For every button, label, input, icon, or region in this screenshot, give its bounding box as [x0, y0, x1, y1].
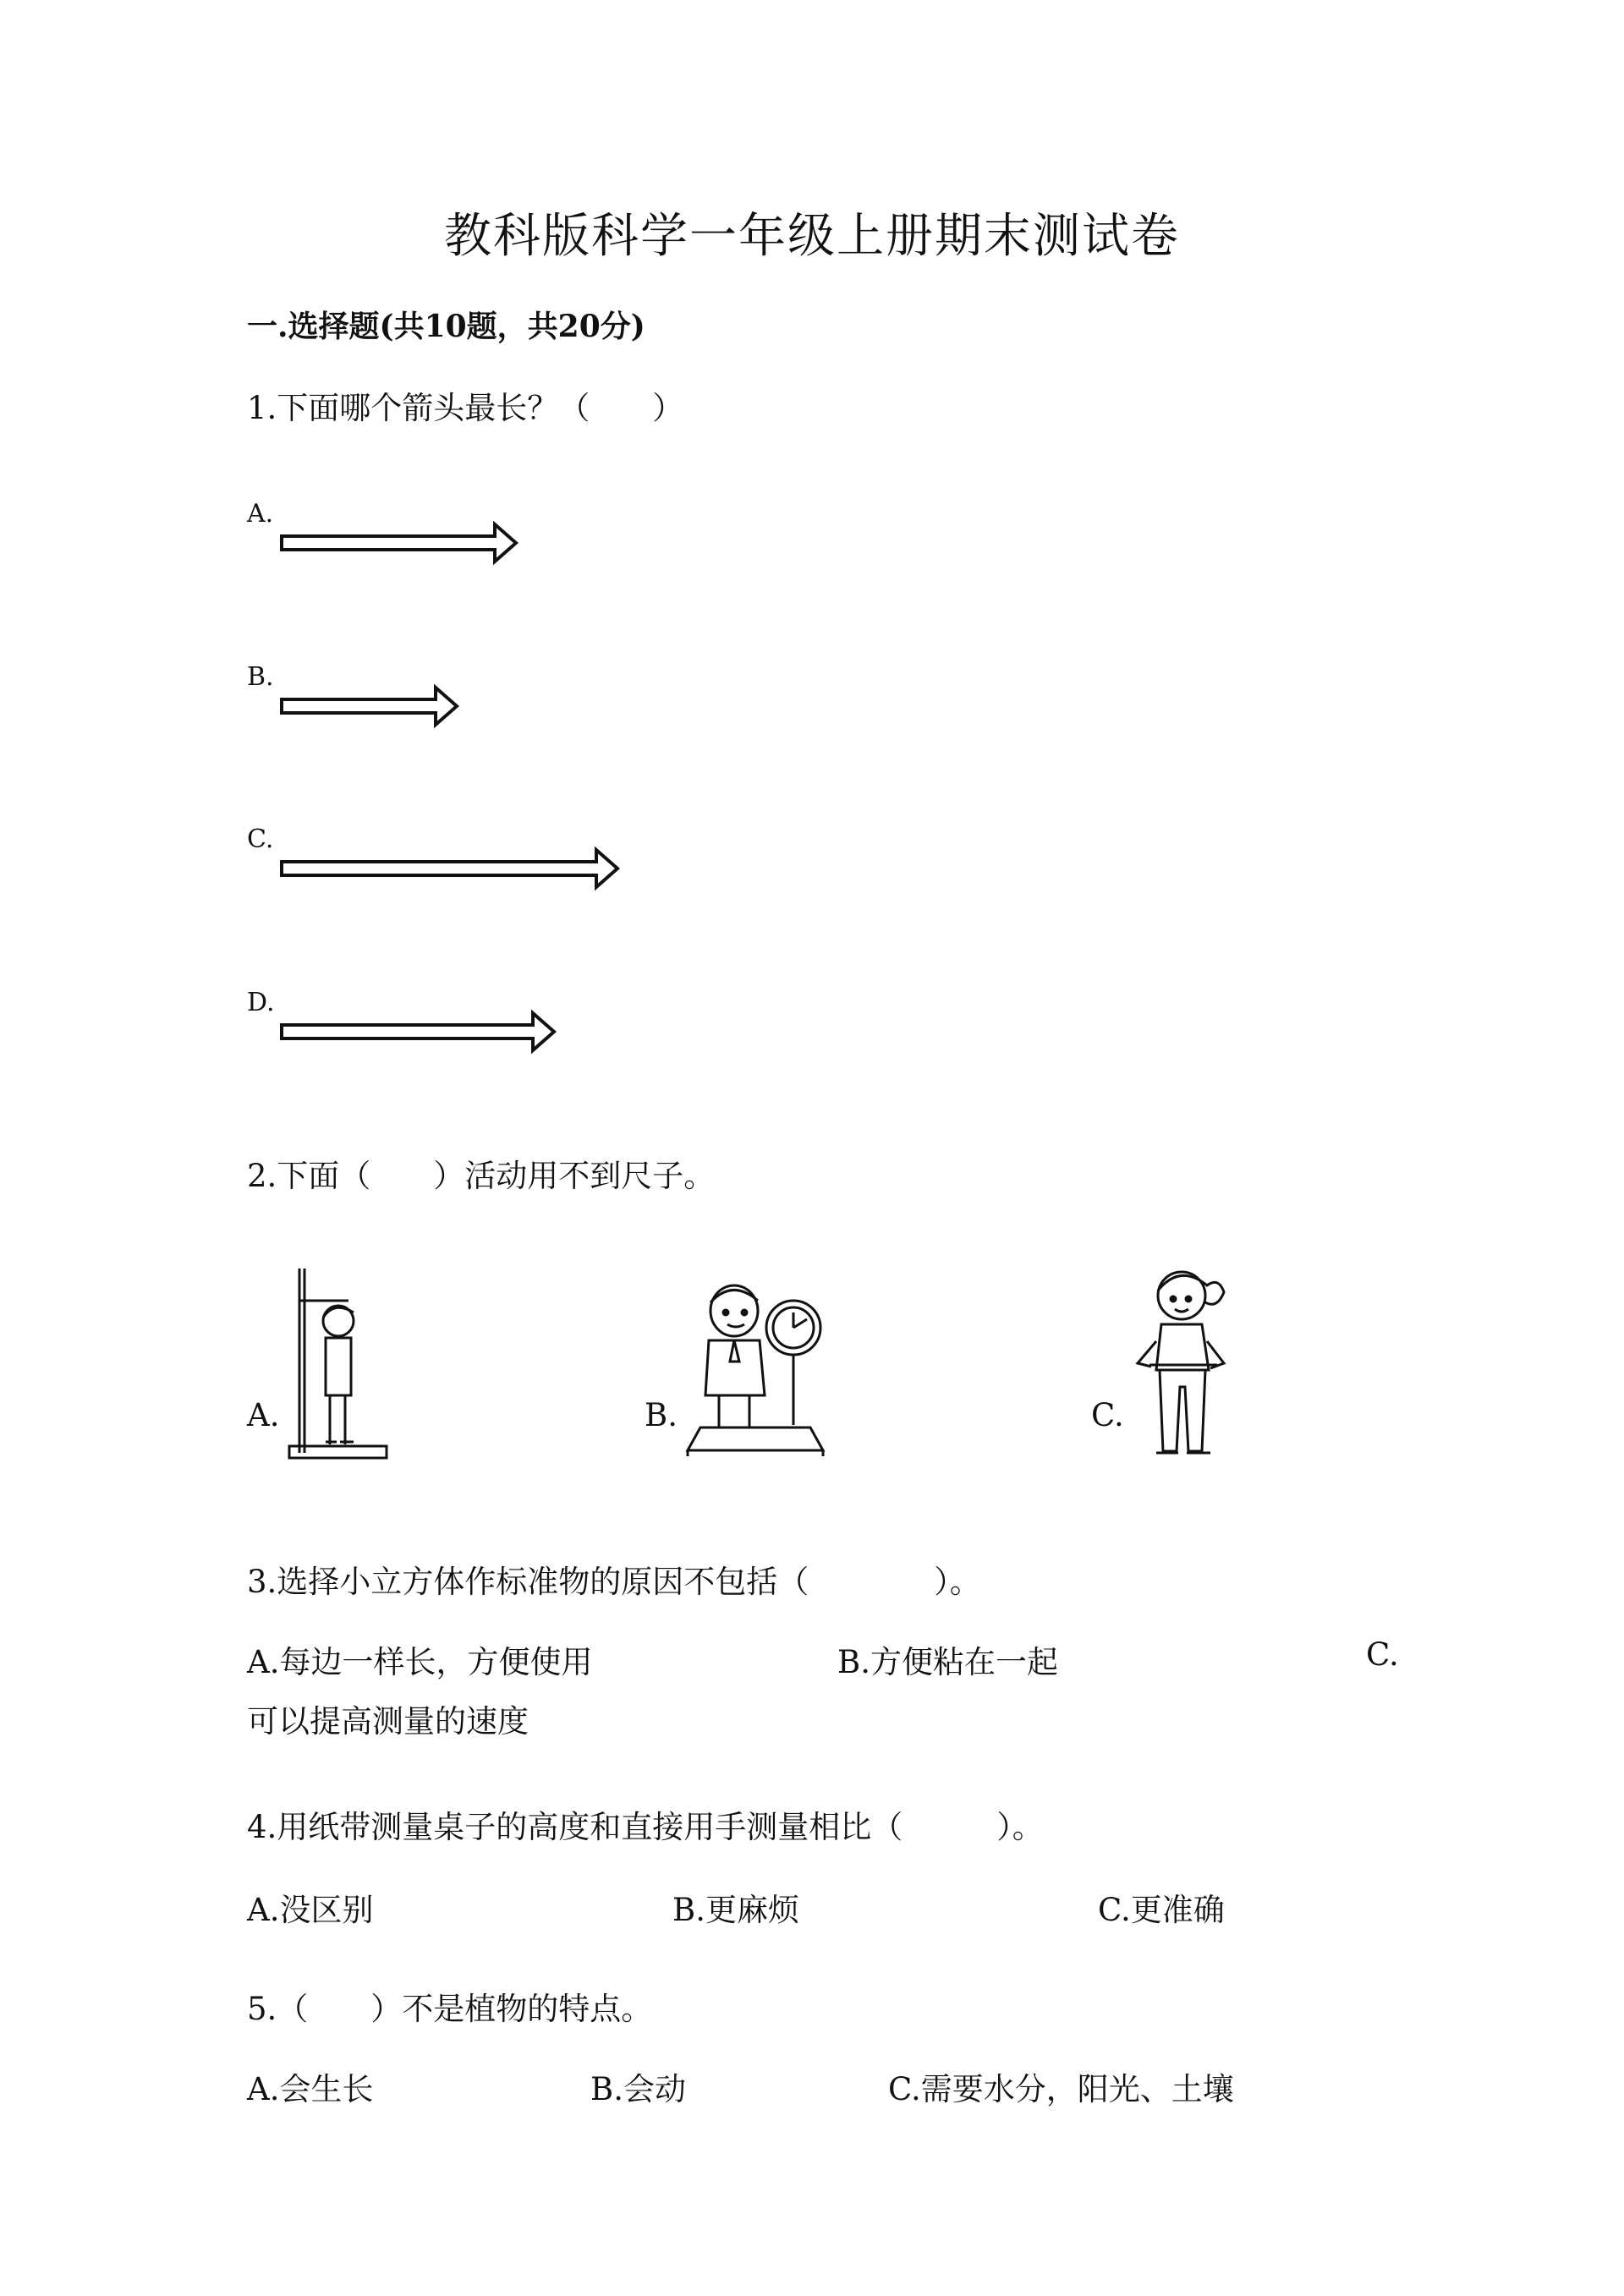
q2-option-b-label: B.	[645, 1397, 678, 1433]
page-title: 教科版科学一年级上册期末测试卷	[444, 209, 1180, 264]
section-heading: 一.选择题(共10题，共20分)	[247, 309, 645, 344]
q5-option-c: C.需要水分，阳光、土壤	[888, 2071, 1234, 2107]
q1-option-a-label: A.	[247, 499, 274, 529]
question-2: 2.下面（ ）活动用不到尺子。	[247, 1158, 716, 1194]
question-5: 5.（ ）不是植物的特点。	[247, 1991, 653, 2027]
q3-option-b: B.方便粘在一起	[837, 1644, 1058, 1680]
q3-option-c: C.	[1366, 1636, 1399, 1673]
q5-option-b: B.会动	[590, 2071, 686, 2107]
q2-option-a-label: A.	[247, 1397, 280, 1433]
q1-option-d-label: D.	[247, 988, 275, 1017]
girl-measuring-waist-icon	[1129, 1260, 1239, 1463]
q4-option-b: B.更麻烦	[672, 1892, 799, 1928]
arrow-d-icon	[279, 1006, 558, 1057]
q1-option-b-label: B.	[247, 662, 274, 692]
arrow-b-icon	[279, 681, 461, 732]
q3-option-a: A.每边一样长，方便使用	[247, 1644, 593, 1680]
question-3: 3.选择小立方体作标准物的原因不包括（ ）。	[247, 1564, 981, 1600]
boy-on-weighing-scale-icon	[683, 1277, 831, 1463]
q2-option-c-label: C.	[1091, 1397, 1124, 1433]
q4-option-c: C.更准确	[1098, 1892, 1225, 1928]
arrow-a-icon	[279, 518, 520, 568]
question-1: 1.下面哪个箭头最长？（ ）	[247, 390, 684, 426]
q5-option-a: A.会生长	[247, 2071, 374, 2107]
arrow-c-icon	[279, 843, 622, 894]
q3-option-c-text: 可以提高测量的速度	[247, 1703, 529, 1740]
child-measuring-height-icon	[288, 1269, 393, 1463]
q1-option-c-label: C.	[247, 825, 274, 854]
q4-option-a: A.没区别	[247, 1892, 374, 1928]
question-4: 4.用纸带测量桌子的高度和直接用手测量相比（ ）。	[247, 1809, 1044, 1845]
